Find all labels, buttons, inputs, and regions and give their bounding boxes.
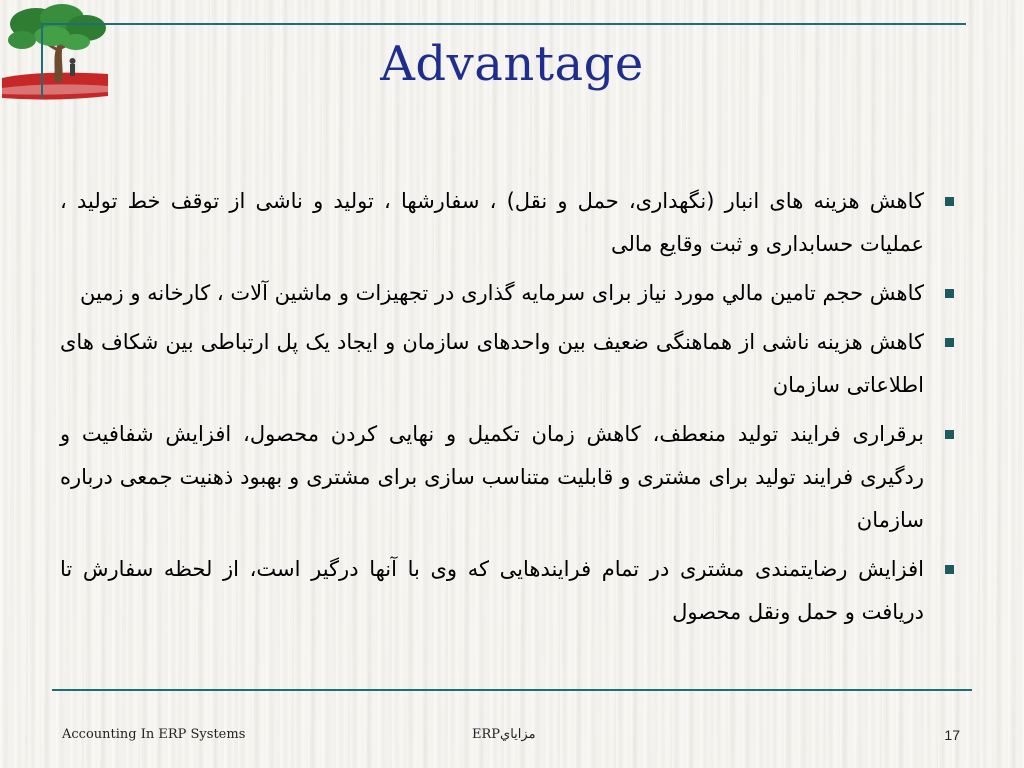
bullet-item <box>60 180 960 266</box>
square-bullet-icon <box>945 197 954 206</box>
bullet-text: برقراری فرایند تولید منعطف، کاهش زمان تکمیل و نهایی کردن محصول، افزایش شفافیت و ردگیری فرایند تولید برای مشتری و قابلیت متناسب سازی برای مشتری و بهبود ذهنیت جمعی درباره سازمان <box>60 422 924 532</box>
bullet-text: کاهش هزینه های انبار (نگهداری، حمل و نقل) ، سفارشها ، تولید و ناشی از توقف خط تولید ، عملیات حسابداری و ثبت وقایع مالی <box>60 189 924 256</box>
bullet-item <box>60 413 960 542</box>
square-bullet-icon <box>945 565 954 574</box>
slide-title: Advantage <box>380 36 644 92</box>
footer-course-title: Accounting In ERP Systems <box>62 727 246 742</box>
bullet-list <box>60 180 960 640</box>
bullet-item <box>60 321 960 407</box>
square-bullet-icon <box>945 289 954 298</box>
footer-rule <box>52 689 972 691</box>
bullet-item <box>60 548 960 634</box>
page-number: 17 <box>944 727 960 743</box>
header-rule <box>41 23 966 25</box>
bullet-text: کاهش حجم تامین مالي مورد نیاز برای سرمایه گذاری در تجهیزات و ماشین آلات ، کارخانه و زمین <box>79 281 924 305</box>
square-bullet-icon <box>945 430 954 439</box>
footer-section-title: ERPمزاياي <box>472 727 536 742</box>
bullet-text: کاهش هزینه ناشی از هماهنگی ضعیف بین واحدهای سازمان و ایجاد یک پل ارتباطی بین شکاف های اطلاعاتی سازمان <box>60 330 924 397</box>
bullet-text: افزایش رضایتمندی مشتری در تمام فرایندهایی که وی با آنها درگیر است، از لحظه سفارش تا دریافت و حمل ونقل محصول <box>60 557 924 624</box>
square-bullet-icon <box>945 338 954 347</box>
bullet-item <box>60 272 960 315</box>
